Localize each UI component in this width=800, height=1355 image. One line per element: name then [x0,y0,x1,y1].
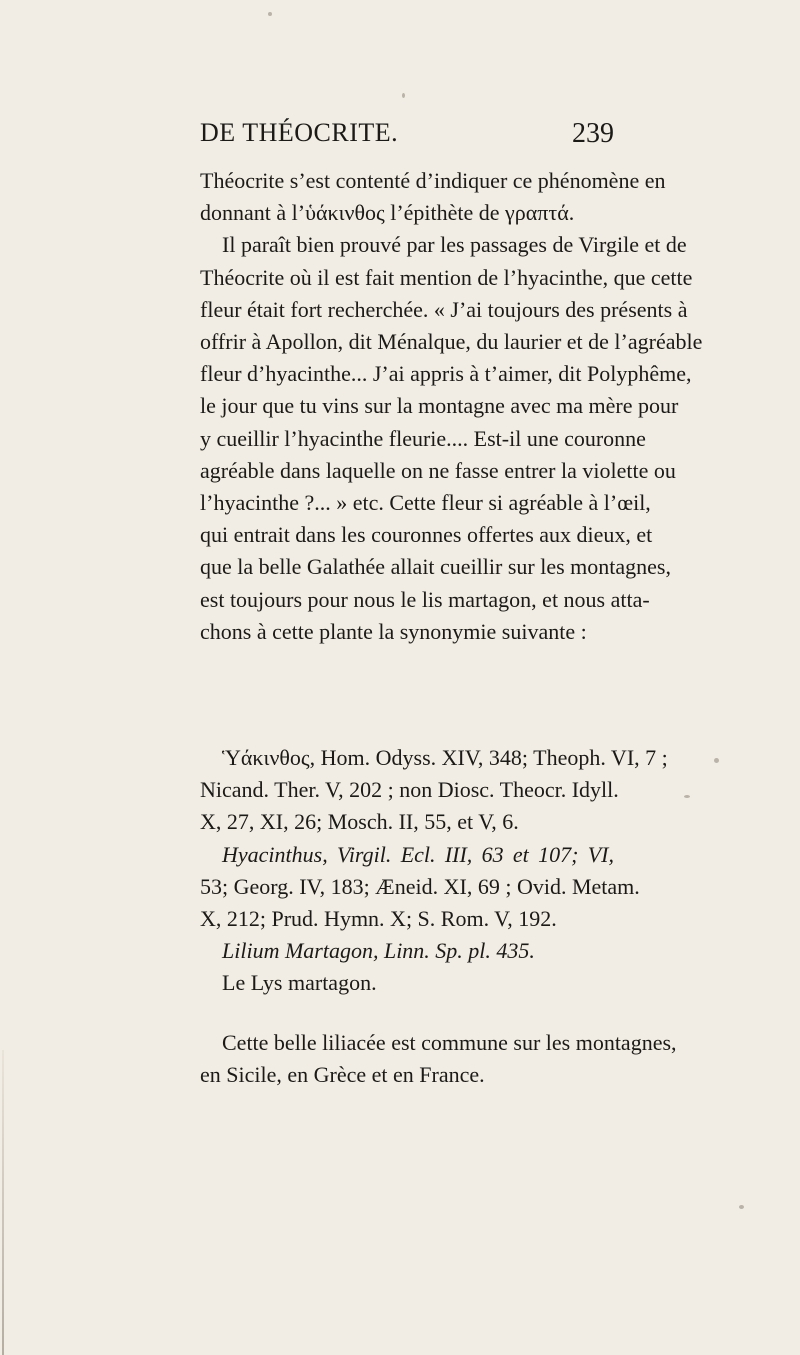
body-line: que la belle Galathée allait cueillir sur les montagnes, [200,554,671,580]
page-number: 239 [572,118,614,149]
paper-speck [402,93,405,98]
body-line: fleur était fort recherchée. « J’ai toujours des présents à [200,296,688,322]
synonymy-line: 53; Georg. IV, 183; Æneid. XI, 69 ; Ovid. Metam. [200,873,640,899]
body-line: y cueillir l’hyacinthe fleurie.... Est-il une couronne [200,425,646,451]
synonymy-line: Le Lys martagon. [222,970,377,996]
synonymy-line: Hyacinthus, Virgil. Ecl. III, 63 et 107; VI, [222,841,614,867]
closing-paragraph [200,1027,677,1091]
body-line: qui entrait dans les couronnes offertes aux dieux, et [200,522,653,548]
body-line: est toujours pour nous le lis martagon, et nous atta- [200,586,650,612]
paper-speck [268,12,272,16]
closing-line: Cette belle liliacée est commune sur les montagnes, [222,1030,677,1055]
page-header [200,118,614,158]
synonymy-list [200,742,668,1000]
body-line: Il paraît bien prouvé par les passages de Virgile et de [222,232,687,258]
page-edge [2,1050,4,1355]
body-line: chons à cette plante la synonymie suivante : [200,618,587,644]
body-line: fleur d’hyacinthe... J’ai appris à t’aimer, dit Polyphême, [200,361,692,387]
body-line: donnant à l’ὑάκινθος l’épithète de γραπτά. [200,200,575,226]
body-line: l’hyacinthe ?... » etc. Cette fleur si agréable à l’œil, [200,490,651,516]
body-line: Théocrite s’est contenté d’indiquer ce phénomène en [200,168,666,193]
paper-speck [714,758,719,763]
synonymy-line: Ὑάκινθος, Hom. Odyss. XIV, 348; Theoph. VI, 7 ; [222,745,668,770]
paper-speck [684,795,690,798]
paper-speck [739,1205,744,1209]
synonymy-line: X, 212; Prud. Hymn. X; S. Rom. V, 192. [200,906,557,932]
synonymy-line: Nicand. Ther. V, 202 ; non Diosc. Theocr. Idyll. [200,777,619,803]
body-line: Théocrite où il est fait mention de l’hyacinthe, que cette [200,264,693,290]
body-line: le jour que tu vins sur la montagne avec ma mère pour [200,393,679,419]
body-line: offrir à Apollon, dit Ménalque, du laurier et de l’agréable [200,329,703,355]
synonymy-line: X, 27, XI, 26; Mosch. II, 55, et V, 6. [200,809,519,835]
synonymy-line: Lilium Martagon, Linn. Sp. pl. 435. [222,938,535,964]
running-head: DE THÉOCRITE. [200,118,399,147]
closing-line: en Sicile, en Grèce et en France. [200,1062,485,1088]
body-line: agréable dans laquelle on ne fasse entrer la violette ou [200,457,676,483]
main-paragraphs [200,165,703,648]
